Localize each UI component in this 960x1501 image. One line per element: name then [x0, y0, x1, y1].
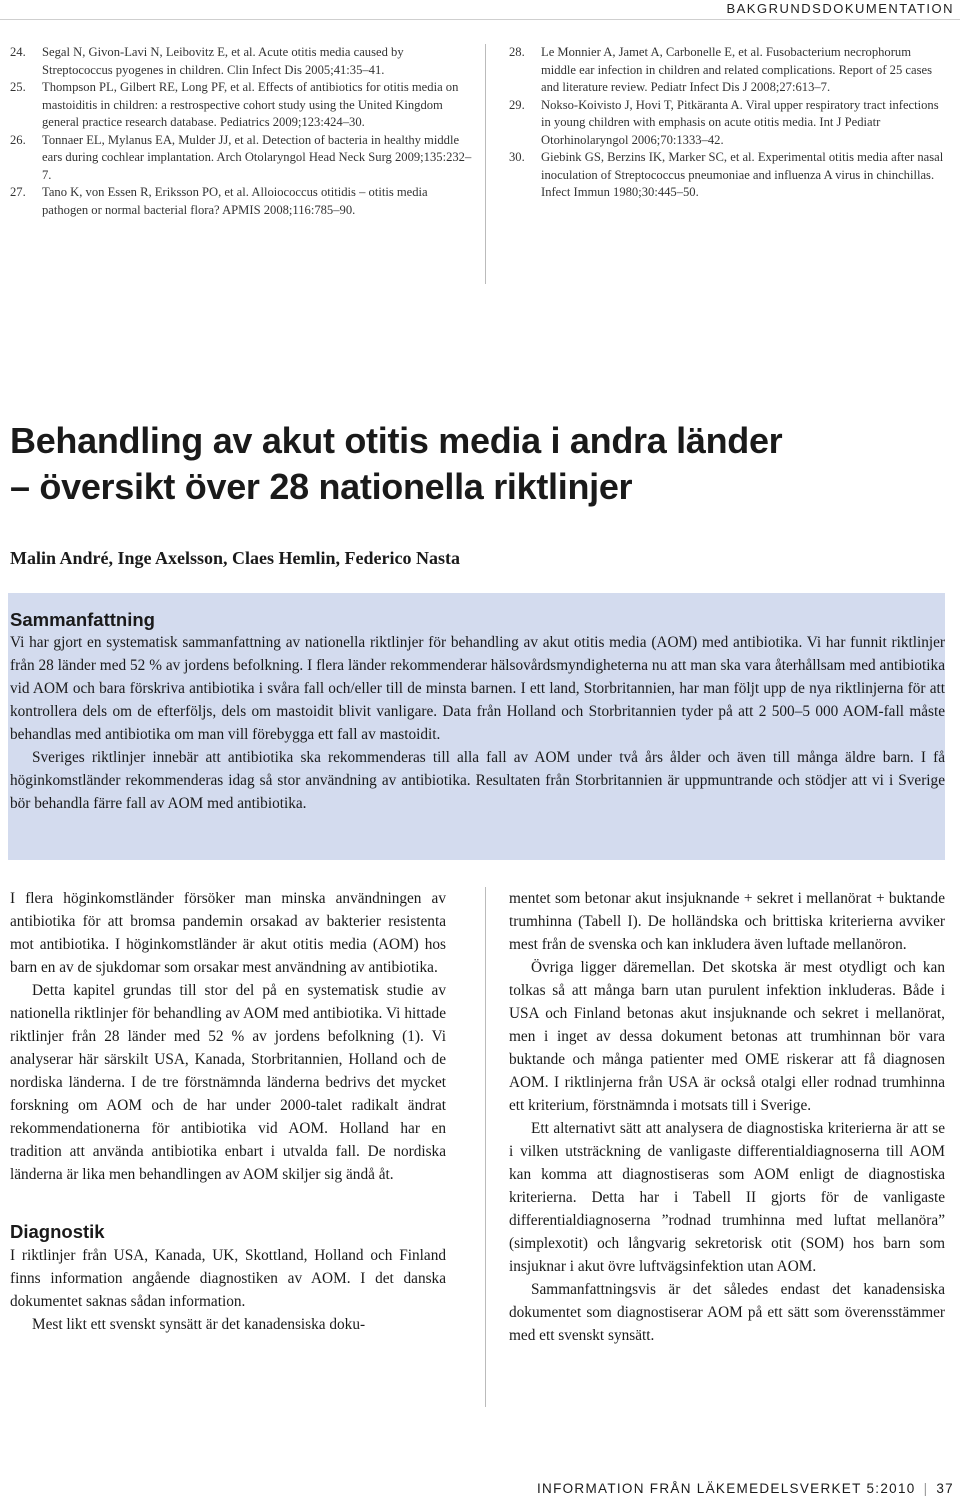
header-section-label: BAKGRUNDSDOKUMENTATION [726, 1, 954, 16]
reference-number: 28. [509, 45, 525, 59]
body-right-column [509, 887, 945, 1347]
section-heading-diagnostik: Diagnostik [10, 1221, 105, 1242]
reference-item [10, 132, 472, 185]
body-paragraph: Övriga ligger däremellan. Det skotska är mest otydligt och kan tolkas så att många barn utan purulent infektion inkluderas. Både i USA och Finland betonas akut insjuknande och sekret i mellanörat, men i inget av dessa dokument betonas att trumhinnan bör vara buktande och många patienter med OME riskerar att få diagnosen AOM. I riktlinjerna från USA är också otalgi eller rodnad trumhinna ett kriterium, förstnämnda i motsats till i Sverige. [509, 959, 945, 1114]
reference-item [10, 44, 472, 79]
footer-publication: INFORMATION FRÅN LÄKEMEDELSVERKET 5:2010 [536, 1481, 916, 1496]
reference-item [10, 184, 472, 219]
body-paragraph: Sammanfattningsvis är det således endast det kanadensiska dokumentet som diagnostiserar AOM på ett sätt som överensstämmer med ett svenskt synsätt. [509, 1281, 945, 1344]
references-right-column [509, 44, 945, 202]
reference-number: 24. [10, 45, 26, 59]
reference-number: 26. [10, 132, 26, 147]
summary-heading: Sammanfattning [10, 609, 155, 630]
body-paragraph: Detta kapitel grundas till stor del på en systematisk studie av nationella riktlinjer för behandling av AOM med antibiotika. Vi hittade riktlinjer från 28 länder med 52 % av jordens befolkning (1). Vi analyserar här särskilt USA, Kanada, Storbritannien, Holland och de nordiska länderna. I de tre förstnämnda länderna bedrivs det mycket forskning om AOM och de har under 2000-talet radikalt ändrat rekommendationerna för antibiotika vid AOM. Holland har en tradition att använda antibiotika enbart i utvalda fall. De nordiska länderna är lika men behandlingen av AOM skiljer sig ändå åt. [10, 982, 446, 1183]
reference-item [10, 79, 472, 132]
reference-number: 29. [509, 97, 525, 112]
footer-separator: | [923, 1481, 929, 1496]
reference-item [509, 149, 945, 202]
summary-paragraph: Sveriges riktlinjer innebär att antibiotika ska rekommenderas till alla fall av AOM under två års ålder och även till många äldre barn. I få höginkomstländer rekommenderas idag så stor användning av antibiotika. Resultaten från Storbritannien är uppmuntrande och stödjer att vi i Sverige bör behandla färre fall av AOM med antibiotika. [10, 749, 945, 812]
reference-item [509, 97, 945, 150]
summary-box [8, 593, 945, 860]
article-title-line-1: Behandling av akut otitis media i andra länder [10, 420, 783, 461]
body-paragraph: mentet som betonar akut insjuknande + sekret i mellanörat + buktande trumhinna (Tabell I). De holländska och brittiska kriterierna avviker mest från de svenska och kan inkludera även luftade mellanöron. [509, 890, 945, 953]
reference-item [509, 44, 945, 97]
body-paragraph: Mest likt ett svenskt synsätt är det kanadensiska doku- [32, 1316, 366, 1333]
references-column-divider [485, 44, 486, 284]
body-paragraph: Ett alternativt sätt att analysera de diagnostiska kriterierna är att se i vilken utsträckning de vanligaste differentialdiagnoserna till AOM kan komma att diagnostiseras som AOM enligt de diagnostiska kriterierna. Detta har i Tabell II gjorts för de vanligaste differentialdiagnoserna ”rodnad trumhinna med luftat mellanöra” (simplexotit) och långvarig sekretorisk otit (SOM) hos barn som insjuknar i akut övre luftvägsinfektion utan AOM. [509, 1120, 945, 1275]
reference-number: 30. [509, 150, 525, 164]
footer-page-number: 37 [936, 1481, 954, 1496]
article-title-line-2: – översikt över 28 nationella riktlinjer [10, 466, 633, 507]
reference-text: Tano K, von Essen R, Eriksson PO, et al. Alloiococcus otitidis – otitis media pathogen or normal bacterial flora? APMIS 2008;116:785–90. [42, 185, 428, 217]
reference-text: Le Monnier A, Jamet A, Carbonelle E, et al. Fusobacterium necrophorum middle ear infection in children and related complications. Report of 25 cases and literature review. Pediatr Infect Dis J 2008;27:613–7. [541, 45, 932, 94]
page-footer [0, 1481, 954, 1496]
body-paragraph: I riktlinjer från USA, Kanada, UK, Skottland, Holland och Finland finns information angående diagnostiken av AOM. I det danska dokumentet saknas sådan information. [10, 1247, 446, 1310]
body-paragraph: I flera höginkomstländer försöker man minska användningen av antibiotika för att bromsa pandemin orsakad av bakterier resistenta mot antibiotika. I höginkomstländer är akut otitis media (AOM) hos barn en av de sjukdomar som orsakar mest användning av antibiotika. [10, 890, 446, 976]
body-column-divider [485, 887, 486, 1407]
reference-text: Giebink GS, Berzins IK, Marker SC, et al. Experimental otitis media after nasal inoculation of Streptococcus pneumoniae and influenza A virus in chinchillas. Infect Immun 1980;30:445–50. [541, 150, 944, 199]
reference-number: 27. [10, 185, 26, 199]
reference-number: 25. [10, 80, 26, 94]
article-authors: Malin André, Inge Axelsson, Claes Hemlin, Federico Nasta [10, 548, 460, 568]
article-title [10, 418, 950, 510]
header-rule [0, 19, 960, 20]
reference-text: Thompson PL, Gilbert RE, Long PF, et al. Effects of antibiotics for otitis media on mastoiditis in children: a restrospective cohort study using the United Kingdom general practice research database. Pediatrics 2009;123:424–30. [42, 80, 459, 129]
references-left-column [10, 44, 472, 219]
summary-text [10, 631, 945, 815]
reference-text: Nokso-Koivisto J, Hovi T, Pitkäranta A. Viral upper respiratory tract infections in young children with emphasis on acute otitis media. Int J Pediatr Otorhinolaryngol 2006;70:1333–42. [541, 97, 939, 147]
reference-text: Tonnaer EL, Mylanus EA, Mulder JJ, et al. Detection of bacteria in healthy middle ears during cochlear implantation. Arch Otolaryngol Head Neck Surg 2009;135:232–7. [42, 132, 472, 182]
summary-paragraph: Vi har gjort en systematisk sammanfattning av nationella riktlinjer för behandling av akut otitis media (AOM) med antibiotika. Vi har funnit riktlinjer från 28 länder med 52 % av jordens befolkning. I flera länder rekommenderar hälsovårdsmyndigheterna nu att man ska vara återhållsam med antibiotika vid AOM och bara förskriva antibiotika i svåra fall och/eller till de minsta barnen. I ett land, Storbritannien, har man följt upp de nya riktlinjerna för att kontrollera dels om de efterföljs, dels om mastoidit blivit vanligare. Data från Holland och Storbritannien tyder på att 2 500–5 000 AOM-fall måste behandlas med antibiotika om man vill förebygga ett fall av mastoidit. [10, 634, 945, 743]
reference-text: Segal N, Givon-Lavi N, Leibovitz E, et al. Acute otitis media caused by Streptococcus pyogenes in children. Clin Infect Dis 2005;41:35–41. [42, 45, 404, 77]
body-left-column [10, 887, 446, 1336]
